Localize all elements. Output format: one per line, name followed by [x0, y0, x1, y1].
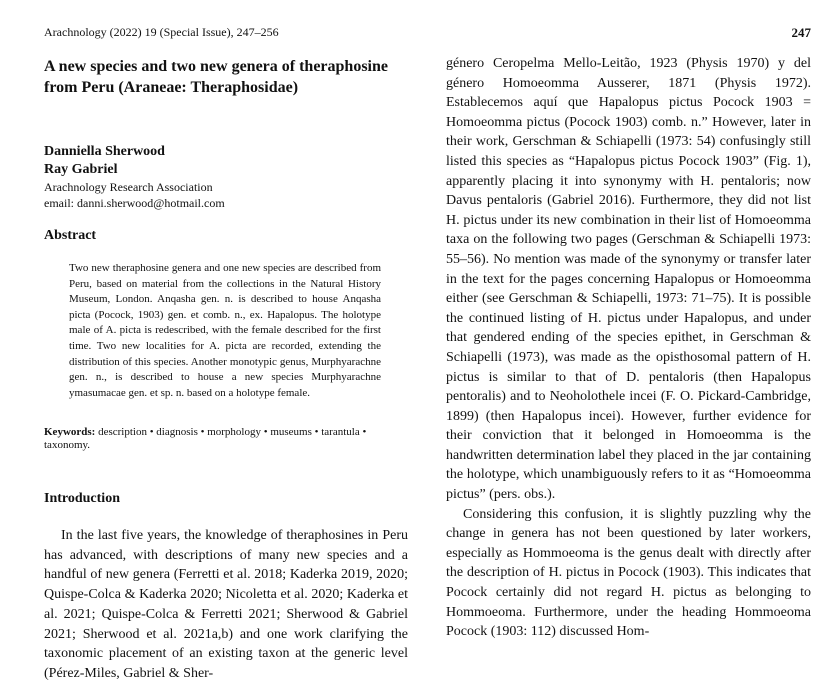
article-title: A new species and two new genera of theraphosine from Peru (Araneae: Theraphosidae) [44, 58, 388, 96]
left-column [44, 56, 408, 681]
running-header: Arachnology (2022) 19 (Special Issue), 247–256 [44, 25, 279, 39]
paragraph: Considering this confusion, it is slightly puzzling why the change in genera has not been questioned by later workers, especially as Hommoeoma is the genus dealt with directly after the description of H. pictus in Pocock (1903). This indicates that Pocock certainly did not regard H. pictus as belonging to Hommoeoma. Furthermore, under the heading Hommoeoma Pocock (1903: 112) discussed Hom- [446, 506, 811, 640]
right-column [446, 54, 811, 642]
paragraph: In the last five years, the knowledge of theraphosines in Peru has advanced, with descriptions of many new species and a handful of new genera (Ferretti et al. 2018; Kaderka 2019, 2020; Quispe-Colca & Kaderka 2020; Nicoletta et al. 2020; Kaderka et al. 2021; Quispe-Colca & Ferretti 2021; Sherwood & Gabriel 2021; Sherwood et al. 2021a,b) and one work clarifying the taxonomic placement of an existing taxon at the generic level (Pérez-Miles, Gabriel & Sher- [44, 528, 408, 681]
affiliation: Arachnology Research Association [44, 180, 213, 194]
author-block [44, 143, 408, 211]
keywords [44, 426, 408, 452]
keywords-label: Keywords: [44, 426, 96, 438]
author-name: Ray Gabriel [44, 162, 118, 177]
keywords-text: description • diagnosis • morphology • museums • tarantula • taxonomy. [44, 426, 367, 451]
introduction-heading: Introduction [44, 491, 120, 506]
paragraph: género Ceropelma Mello-Leitão, 1923 (Physis 1970) y del género Homoeomma Ausserer, 1871 (Physis 1972). Establecemos aquí que Hapalopus pictus Pocock 1903 = Homoeomma pictus (Pocock 1903) comb. n.” However, later in their work, Gerschman & Schiapelli (1973: 54) confusingly still listed this species as “Hapalopus pictus Pocock 1903” (Fig. 1), apparently placing it into synonymy with H. pentaloris; now Davus pentaloris (Gabriel 2016). Furthermore, they did not list H. pictus under its new combination in their list of Homoeomma taxa on the following two pages (Gerschman & Schiapelli 1973: 55–56). No mention was made of the synonymy or transfer later in the text for the pages concerning Hapalopus or Homoeomma either (see Gerschman & Schiapelli, 1973: 71–75). It is possible the continued listing of H. pictus under Hapalopus, and under that gendered ending of the species epithet, in Gerschman & Schiapelli (1973), was made as the opisthosomal pattern of H. pictus is similar to that of D. pentaloris (then Hapalopus pentoralis) and to Neoholothele incei (F. O. Pickard-Cambridge, 1899) (then Hapalopus incei). However, further evidence for their conviction that it belonged in Homoeomma is the handwritten determination label they placed in the jar containing the holotype, which unambiguously refers to it as “Homoeomma pictus” (pers. obs.). [446, 56, 811, 503]
email: email: danni.sherwood@hotmail.com [44, 196, 225, 210]
abstract-heading: Abstract [44, 228, 97, 243]
page-number: 247 [791, 25, 811, 40]
abstract-text: Two new theraphosine genera and one new species are described from Peru, based on material from the collections in the Natural History Museum, London. Anqasha gen. n. is described to house Anqasha picta (Pocock, 1903) gen. et comb. n., ex. Hapalopus. The holotype male of A. picta is redescribed, with the female described for the first time. Two new localities for A. picta are recorded, extending the distribution of this species. Another monotypic genus, Murphyarachne gen. n., is described to house a new species Murphyarachne ymasumacae gen. et sp. n. based on a holotype female. [69, 262, 381, 399]
author-name: Danniella Sherwood [44, 144, 165, 159]
introduction-text [44, 526, 408, 684]
